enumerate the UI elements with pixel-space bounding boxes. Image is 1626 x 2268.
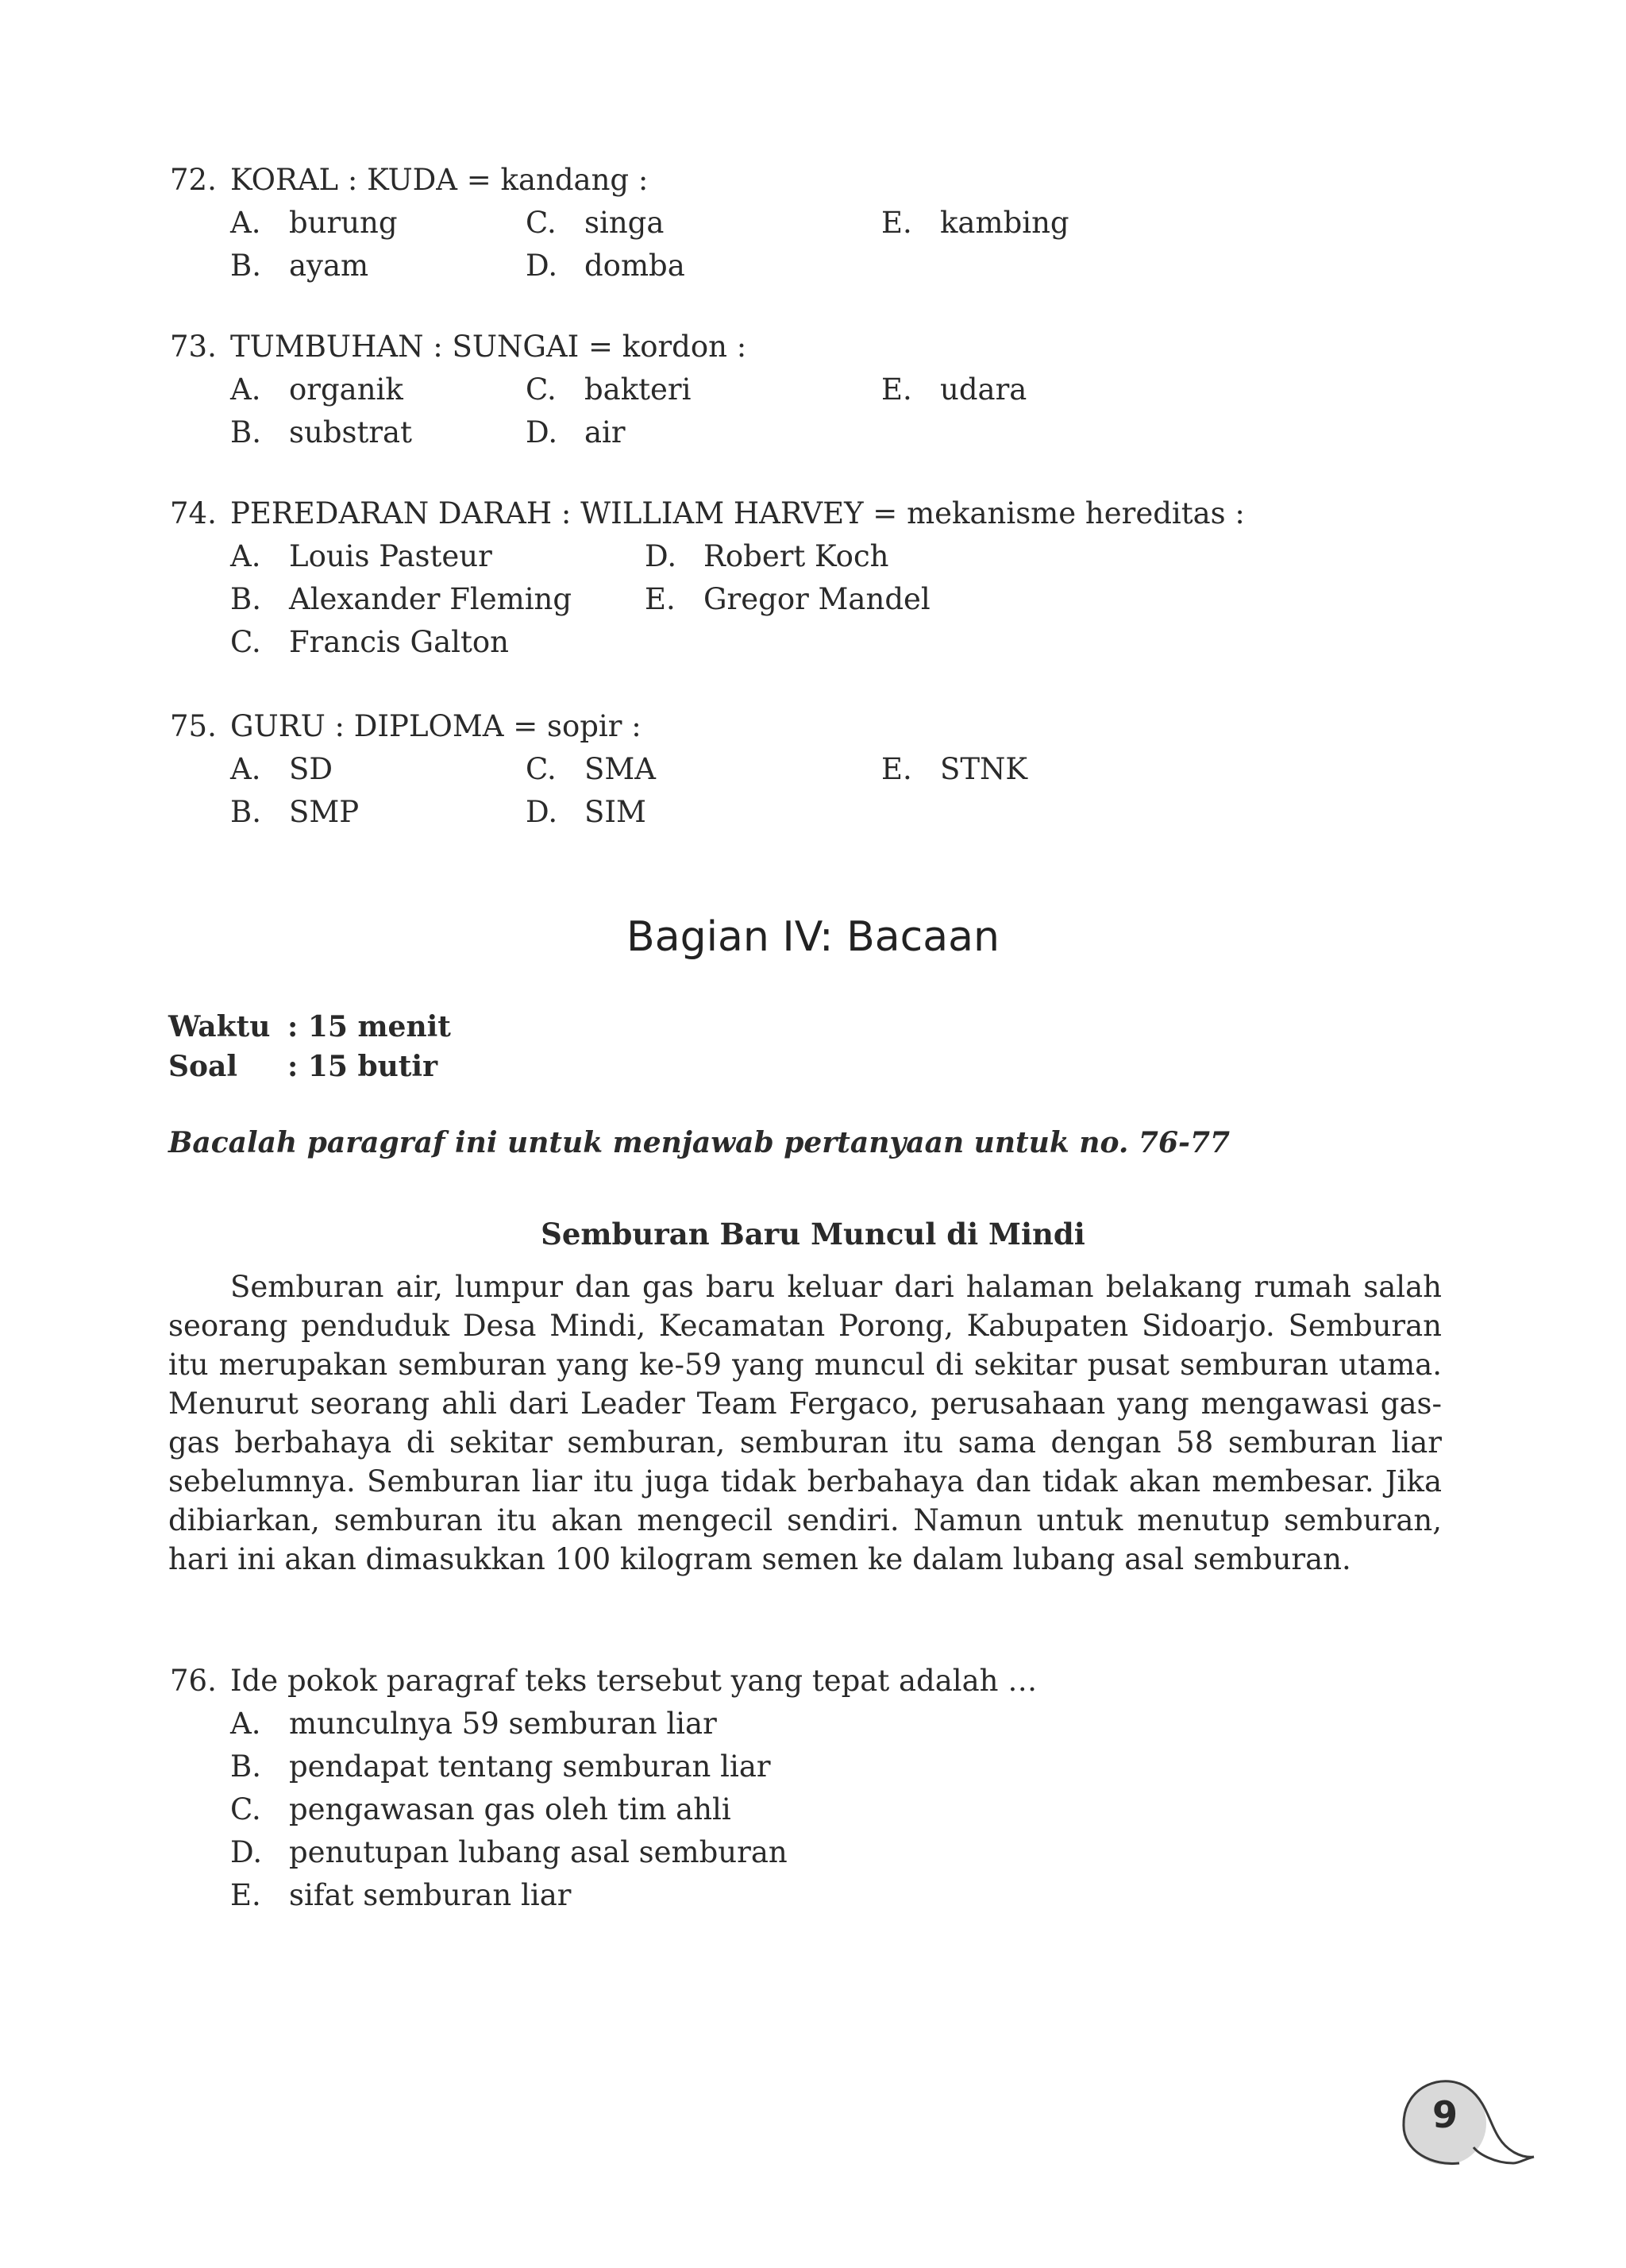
option-text: pengawasan gas oleh tim ahli	[289, 1792, 731, 1826]
option-e	[881, 202, 1069, 245]
question-74	[170, 492, 1245, 535]
option-letter: A.	[230, 372, 261, 407]
option-letter: E.	[881, 752, 912, 786]
reading-instruction: Bacalah paragraf ini untuk menjawab pertanyaan untuk no. 76-77	[168, 1126, 1231, 1159]
option-letter: B.	[230, 1749, 261, 1784]
option-c	[526, 202, 664, 245]
option-c	[526, 748, 656, 791]
option-letter: E.	[645, 582, 676, 616]
option-c	[526, 368, 691, 411]
time-info	[168, 1007, 451, 1047]
option-text: udara	[940, 372, 1027, 407]
option-text: penutupan lubang asal semburan	[289, 1835, 788, 1869]
page-number-badge	[1386, 2065, 1545, 2176]
option-a	[230, 748, 333, 791]
question-count-info	[168, 1047, 437, 1086]
option-letter: B.	[230, 795, 261, 829]
option-letter: E.	[881, 372, 912, 407]
option-d	[526, 411, 626, 454]
option-letter: C.	[230, 625, 261, 659]
option-text: burung	[289, 206, 398, 240]
option-letter: C.	[230, 1792, 261, 1826]
question-75	[170, 705, 642, 748]
option-letter: D.	[645, 539, 677, 573]
option-letter: E.	[230, 1878, 261, 1912]
time-value: : 15 menit	[287, 1010, 451, 1043]
time-label: Waktu	[168, 1010, 271, 1043]
option-text: Robert Koch	[703, 539, 889, 573]
option-d	[645, 535, 889, 578]
question-73	[170, 326, 746, 368]
option-d	[526, 791, 646, 834]
option-letter: A.	[230, 539, 261, 573]
option-text: Alexander Fleming	[289, 582, 572, 616]
question-stem: TUMBUHAN : SUNGAI = kordon :	[230, 330, 747, 364]
option-b	[230, 245, 368, 287]
page-number: 9	[1431, 2093, 1458, 2136]
option-text: Gregor Mandel	[703, 582, 931, 616]
option-d	[526, 245, 685, 287]
option-text: SMA	[584, 752, 656, 786]
option-letter: D.	[526, 415, 558, 449]
option-letter: A.	[230, 206, 261, 240]
option-letter: C.	[526, 372, 557, 407]
option-b	[230, 411, 412, 454]
option-text: SMP	[289, 795, 360, 829]
option-text: kambing	[940, 206, 1069, 240]
option-text: Francis Galton	[289, 625, 509, 659]
option-letter: C.	[526, 752, 557, 786]
option-letter: B.	[230, 582, 261, 616]
option-e	[881, 748, 1027, 791]
option-text: STNK	[940, 752, 1028, 786]
option-a	[230, 535, 492, 578]
option-c	[230, 1788, 731, 1831]
option-letter: D.	[230, 1835, 263, 1869]
option-a	[230, 202, 398, 245]
option-text: SD	[289, 752, 333, 786]
option-letter: C.	[526, 206, 557, 240]
option-text: air	[584, 415, 626, 449]
option-text: organik	[289, 372, 403, 407]
option-b	[230, 578, 572, 621]
question-72	[170, 159, 648, 202]
option-letter: E.	[881, 206, 912, 240]
count-value: : 15 butir	[287, 1050, 438, 1083]
option-text: singa	[584, 206, 665, 240]
option-text: substrat	[289, 415, 412, 449]
question-76	[170, 1660, 1037, 1703]
question-number: 75.	[170, 709, 217, 743]
article-paragraph: Semburan air, lumpur dan gas baru keluar dari halaman belakang rumah salah seorang penduduk Desa Mindi, Kecamatan Porong, Kabupaten Sidoarjo. Semburan itu merupakan semburan yang ke-59 yang muncul di sekitar pusat semburan utama. Menurut seorang ahli dari Leader Team Fergaco, perusahaan yang mengawasi gas-gas berbahaya di sekitar semburan, semburan itu sama dengan 58 semburan liar sebelumnya. Semburan liar itu juga tidak berbahaya dan tidak akan membesar. Jika dibiarkan, semburan itu akan mengecil sendiri. Namun untuk menutup semburan, hari ini akan dimasukkan 100 kilogram semen ke dalam lubang asal semburan.	[168, 1270, 1442, 1576]
option-text: ayam	[289, 249, 369, 283]
question-stem: PEREDARAN DARAH : WILLIAM HARVEY = mekanisme hereditas :	[230, 496, 1245, 530]
option-letter: D.	[526, 795, 558, 829]
option-b	[230, 1745, 771, 1788]
option-e	[230, 1874, 571, 1917]
option-text: munculnya 59 semburan liar	[289, 1707, 717, 1741]
option-d	[230, 1831, 788, 1874]
question-number: 74.	[170, 496, 217, 530]
count-label: Soal	[168, 1050, 238, 1083]
option-e	[645, 578, 931, 621]
option-letter: A.	[230, 752, 261, 786]
option-text: SIM	[584, 795, 646, 829]
section-title: Bagian IV: Bacaan	[626, 913, 1000, 961]
option-text: bakteri	[584, 372, 692, 407]
question-stem: KORAL : KUDA = kandang :	[230, 163, 649, 197]
question-number: 76.	[170, 1664, 217, 1698]
option-text: Louis Pasteur	[289, 539, 492, 573]
article-title: Semburan Baru Muncul di Mindi	[541, 1217, 1085, 1252]
option-a	[230, 1703, 717, 1745]
question-number: 72.	[170, 163, 217, 197]
question-stem: GURU : DIPLOMA = sopir :	[230, 709, 642, 743]
option-letter: A.	[230, 1707, 261, 1741]
option-text: sifat semburan liar	[289, 1878, 572, 1912]
option-a	[230, 368, 403, 411]
question-number: 73.	[170, 330, 217, 364]
option-letter: D.	[526, 249, 558, 283]
question-stem: Ide pokok paragraf teks tersebut yang tepat adalah …	[230, 1664, 1038, 1698]
option-e	[881, 368, 1027, 411]
option-text: pendapat tentang semburan liar	[289, 1749, 771, 1784]
option-c	[230, 621, 509, 664]
option-b	[230, 791, 359, 834]
option-letter: B.	[230, 249, 261, 283]
option-letter: B.	[230, 415, 261, 449]
option-text: domba	[584, 249, 685, 283]
